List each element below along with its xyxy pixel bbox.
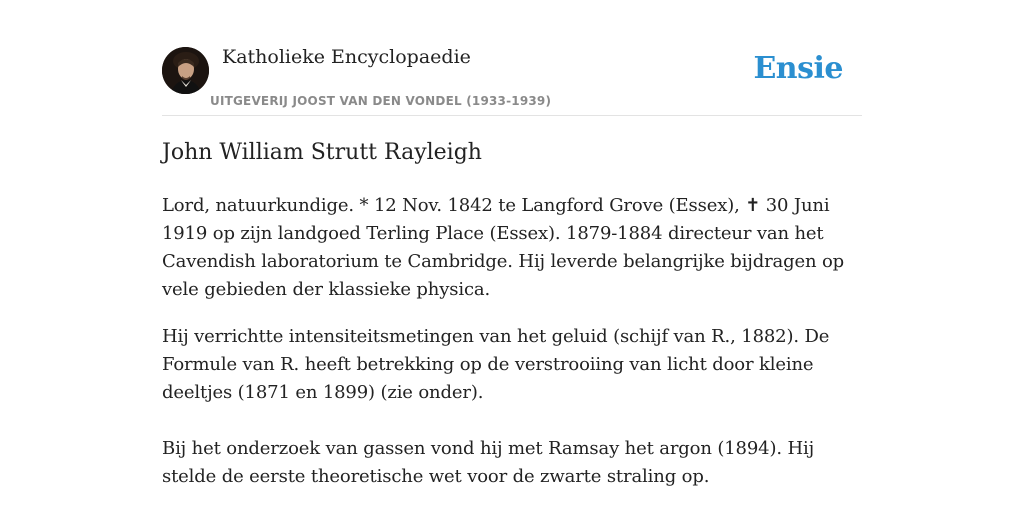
article-paragraph: Lord, natuurkundige. * 12 Nov. 1842 te Langford Grove (Essex), ✝ 30 Juni 1919 op zijn landgoed Terling Place (Essex). 1879-1884 directeur van het Cavendish laboratorium te Cambridge. Hij leverde belangrijke bijdragen op vele gebieden der klassieke physica. [162,195,845,300]
avatar[interactable] [162,47,209,94]
publication-title[interactable]: Katholieke Encyclopaedie [222,46,471,68]
article-body [162,192,867,491]
article-paragraph: Hij verrichtte intensiteitsmetingen van het geluid (schijf van R., 1882). De Formule van R. heeft betrekking op de verstrooiing van licht door kleine deeltjes (1871 en 1899) (zie onder). [162,326,830,403]
article-paragraph: Bij het onderzoek van gassen vond hij met Ramsay het argon (1894). Hij stelde de eerste theoretische wet voor de zwarte straling op. [162,438,815,487]
article-title: John William Strutt Rayleigh [162,140,482,165]
brand-logo[interactable]: Ensie [753,51,843,86]
publisher-subtitle: UITGEVERIJ JOOST VAN DEN VONDEL (1933-1939) [210,94,552,108]
site-header [162,40,862,116]
portrait-avatar-icon [162,47,209,94]
